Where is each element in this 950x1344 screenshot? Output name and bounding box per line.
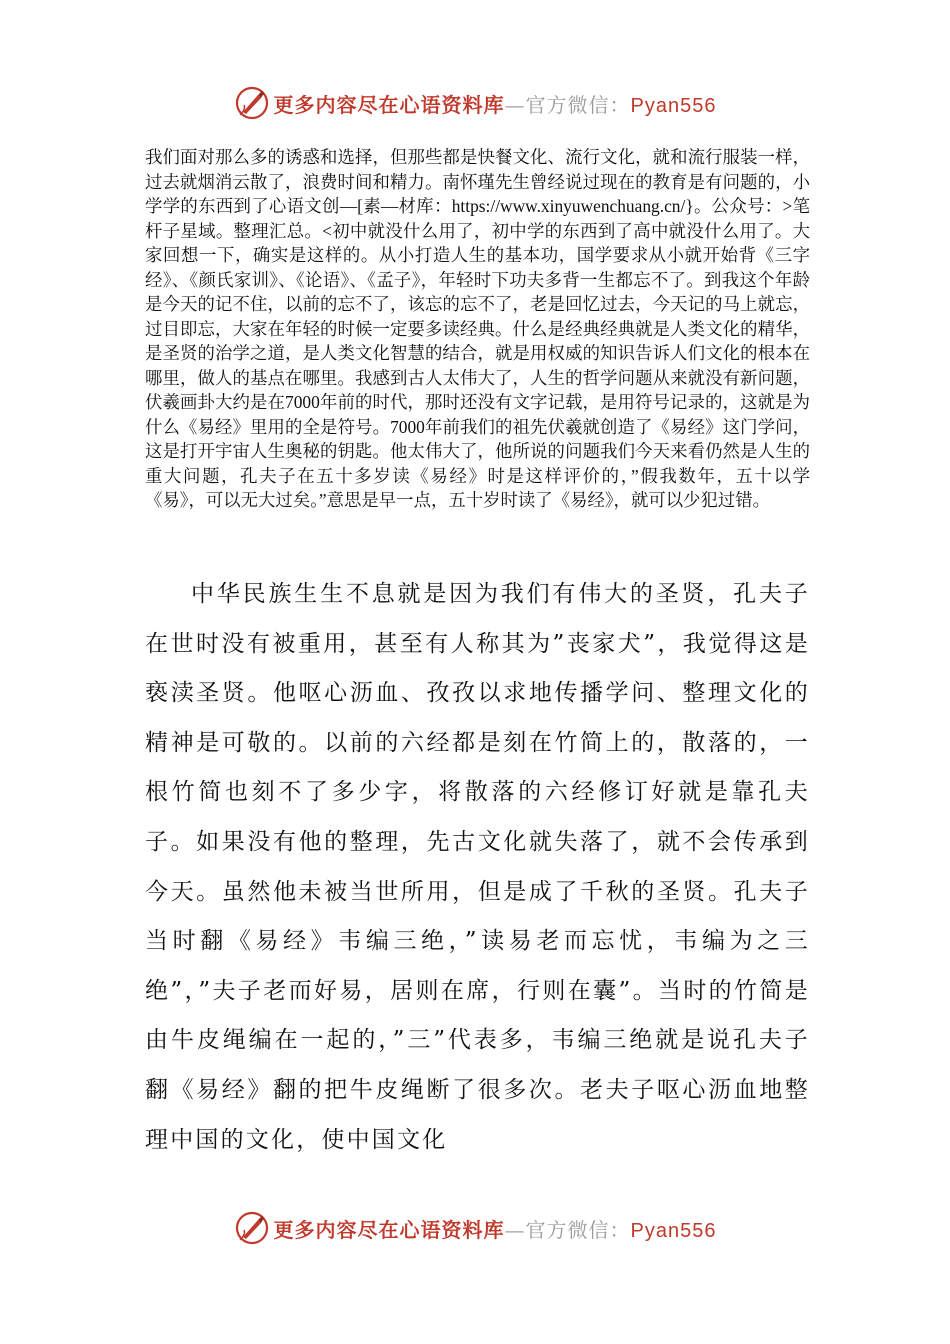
pen-logo-icon — [234, 1210, 270, 1246]
header-label: 官方微信： — [525, 92, 631, 117]
footer-banner — [0, 1208, 950, 1248]
small-paragraph: 我们面对那么多的诱惑和选择，但那些都是快餐文化、流行文化，就和流行服装一样，过去就烟消云散了，浪费时间和精力。南怀瑾先生曾经说过现在的教育是有问题的，小学学的东西到了心语文创—[素—材库：https://www.xinyuwenchuang.cn/}。公众号：>笔杆子星域。整理汇总。<初中就没什么用了，初中学的东西到了高中就没什么用了。大家回想一下，确实是这样的。从小打造人生的基本功，国学要求从小就开始背《三字经》、《颜氏家训》、《论语》、《孟子》，年轻时下功夫多背一生都忘不了。到我这个年龄是今天的记不住，以前的忘不了，该忘的忘不了，老是回忆过去，今天记的马上就忘，过目即忘，大家在年轻的时候一定要多读经典。什么是经典经典就是人类文化的精华，是圣贤的治学之道，是人类文化智慧的结合，就是用权威的知识告诉人们文化的根本在哪里，做人的基点在哪里。我感到古人太伟大了，人生的哲学问题从来就没有新问题，伏羲画卦大约是在7000年前的时代，那时还没有文字记载，是用符号记录的，这就是为什么《易经》里用的全是符号。7000年前我们的祖先伏羲就创造了《易经》这门学问，这是打开宇宙人生奥秘的钥匙。他太伟大了，他所说的问题我们今天来看仍然是人生的重大问题，孔夫子在五十多岁读《易经》时是这样评价的，”假我数年，五十以学《易》，可以无大过矣。”意思是早一点，五十岁时读了《易经》，就可以少犯过错。 — [145, 147, 810, 510]
header-brand: 更多内容尽在心语资料库 — [273, 92, 505, 117]
header-banner — [0, 83, 950, 123]
header-banner-text — [274, 89, 717, 118]
header-separator: — — [504, 92, 526, 117]
header-handle: Pyan556 — [630, 94, 717, 117]
footer-banner-text — [274, 1214, 717, 1243]
footer-brand: 更多内容尽在心语资料库 — [273, 1217, 505, 1242]
footer-label: 官方微信： — [525, 1217, 631, 1242]
large-paragraph: 中华民族生生不息就是因为我们有伟大的圣贤，孔夫子在世时没有被重用，甚至有人称其为”丧家犬”，我觉得这是亵渎圣贤。他呕心沥血、孜孜以求地传播学问、整理文化的精神是可敬的。以前的六经都是刻在竹简上的，散落的，一根竹简也刻不了多少字，将散落的六经修订好就是靠孔夫子。如果没有他的整理，先古文化就失落了，就不会传承到今天。虽然他未被当世所用，但是成了千秋的圣贤。孔夫子当时翻《易经》韦编三绝，”读易老而忘忧，韦编为之三绝”，”夫子老而好易，居则在席，行则在囊”。当时的竹简是由牛皮绳编在一起的，”三”代表多，韦编三绝就是说孔夫子翻《易经》翻的把牛皮绳断了很多次。老夫子呕心沥血地整理中国的文化，使中国文化 — [145, 581, 810, 1153]
footer-separator: — — [504, 1217, 526, 1242]
footer-handle: Pyan556 — [630, 1219, 717, 1242]
pen-logo-icon — [234, 85, 270, 121]
